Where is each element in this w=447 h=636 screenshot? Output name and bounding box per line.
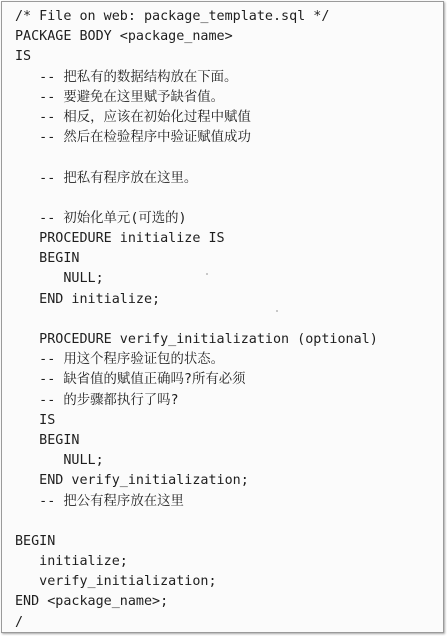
code-line: -- 要避免在这里赋予缺省值。 bbox=[15, 89, 225, 105]
code-line: IS bbox=[15, 49, 32, 65]
code-listing-frame bbox=[1, 1, 444, 633]
code-line: BEGIN bbox=[15, 533, 56, 549]
code-line: BEGIN bbox=[15, 251, 80, 267]
code-line: PROCEDURE initialize IS bbox=[15, 231, 225, 247]
code-line: initialize; bbox=[15, 554, 128, 570]
code-line bbox=[15, 189, 378, 209]
scan-speck bbox=[276, 310, 278, 312]
code-line: -- 缺省值的赋值正确吗?所有必须 bbox=[15, 372, 246, 388]
code-line: -- 然后在检验程序中验证赋值成功 bbox=[15, 130, 251, 146]
code-line: END initialize; bbox=[15, 291, 161, 307]
code-line: -- 把私有的数据结构放在下面。 bbox=[15, 69, 238, 85]
code-line: -- 把私有程序放在这里。 bbox=[15, 170, 198, 186]
code-line bbox=[15, 310, 378, 330]
code-line: PACKAGE BODY <package_name> bbox=[15, 29, 233, 45]
code-line bbox=[15, 512, 378, 532]
code-line: -- 的步骤都执行了吗? bbox=[15, 392, 179, 408]
code-line: / bbox=[15, 614, 24, 630]
code-line: -- 相反，应该在初始化过程中赋值 bbox=[15, 109, 251, 125]
code-line: PROCEDURE verify_initialization (optional) bbox=[15, 332, 378, 347]
code-line: END verify_initialization; bbox=[15, 473, 249, 489]
scan-speck bbox=[206, 273, 208, 275]
code-line: -- 用这个程序验证包的状态。 bbox=[15, 352, 225, 368]
code-line bbox=[15, 148, 378, 168]
code-line: NULL; bbox=[15, 453, 104, 469]
code-line: IS bbox=[15, 412, 56, 428]
code-line: NULL; bbox=[15, 271, 104, 287]
code-listing bbox=[15, 7, 378, 633]
code-line: END <package_name>; bbox=[15, 594, 169, 610]
code-line: -- 把公有程序放在这里 bbox=[15, 493, 184, 509]
code-line: verify_initialization; bbox=[15, 574, 217, 590]
code-line: -- 初始化单元(可选的) bbox=[15, 210, 187, 226]
code-line: BEGIN bbox=[15, 432, 80, 448]
code-line: /* File on web: package_template.sql */ bbox=[15, 9, 330, 24]
